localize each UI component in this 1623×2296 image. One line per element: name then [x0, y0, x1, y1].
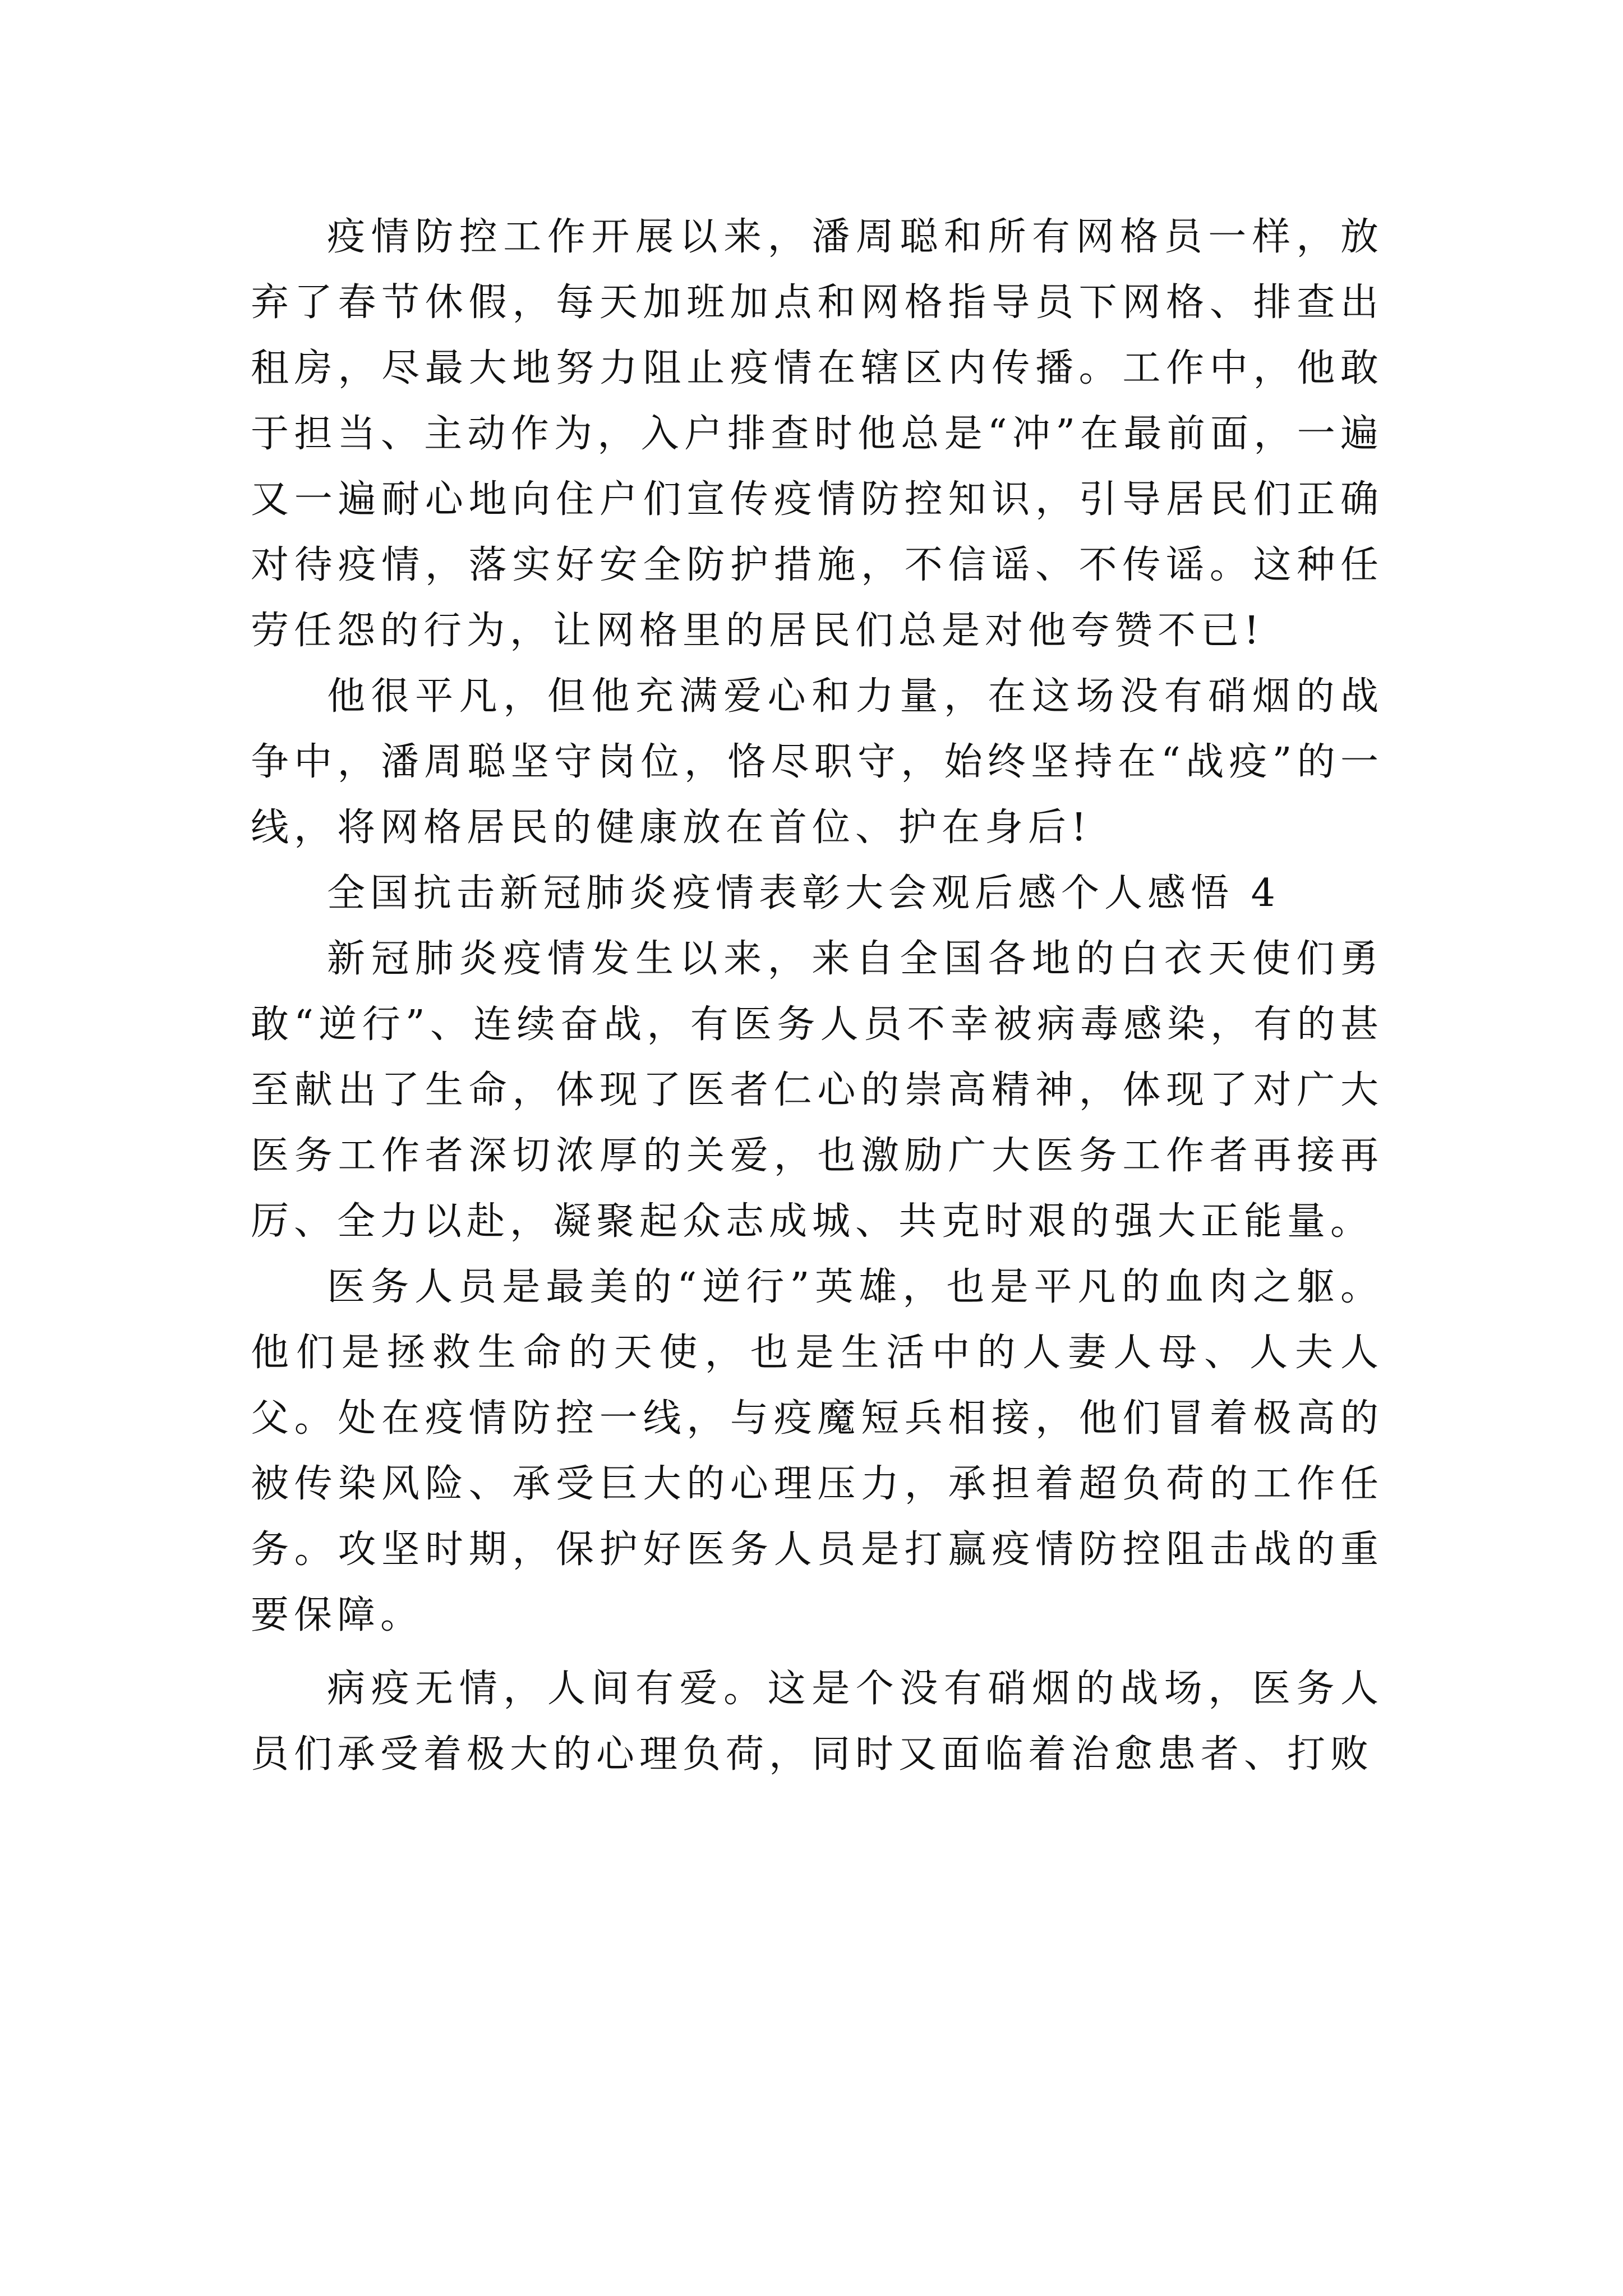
document-body — [251, 204, 1384, 1787]
paragraph-4: 医务人员是最美的“逆行”英雄，也是平凡的血肉之躯。他们是拯救生命的天使，也是生活中的人妻人母、人夫人父。处在疫情防控一线，与疫魔短兵相接，他们冒着极高的被传染风险、承受巨大的心理压力，承担着超负荷的工作任务。攻坚时期，保护好医务人员是打赢疫情防控阻击战的重要保障。 — [251, 1265, 1384, 1637]
paragraph-2: 他很平凡，但他充满爱心和力量，在这场没有硝烟的战争中，潘周聪坚守岗位，恪尽职守，始终坚持在“战疫”的一线，将网格居民的健康放在首位、护在身后! — [251, 674, 1384, 850]
paragraph-3: 新冠肺炎疫情发生以来，来自全国各地的白衣天使们勇敢“逆行”、连续奋战，有医务人员不幸被病毒感染，有的甚至献出了生命，体现了医者仁心的崇高精神，体现了对广大医务工作者深切浓厚的关爱，也激励广大医务工作者再接再厉、全力以赴，凝聚起众志成城、共克时艰的强大正能量。 — [251, 937, 1384, 1244]
section-heading: 全国抗击新冠肺炎疫情表彰大会观后感个人感悟 4 — [327, 871, 1280, 915]
paragraph-5: 病疫无情，人间有爱。这是个没有硝烟的战场，医务人员们承受着极大的心理负荷，同时又面临着治愈患者、打败 — [251, 1667, 1384, 1777]
paragraph-1: 疫情防控工作开展以来，潘周聪和所有网格员一样，放弃了春节休假，每天加班加点和网格指导员下网格、排查出租房，尽最大地努力阻止疫情在辖区内传播。工作中，他敢于担当、主动作为，入户排查时他总是“冲”在最前面，一遍又一遍耐心地向住户们宣传疫情防控知识，引导居民们正确对待疫情，落实好安全防护措施，不信谣、不传谣。这种任劳任怨的行为，让网格里的居民们总是对他夸赞不已! — [251, 215, 1384, 653]
